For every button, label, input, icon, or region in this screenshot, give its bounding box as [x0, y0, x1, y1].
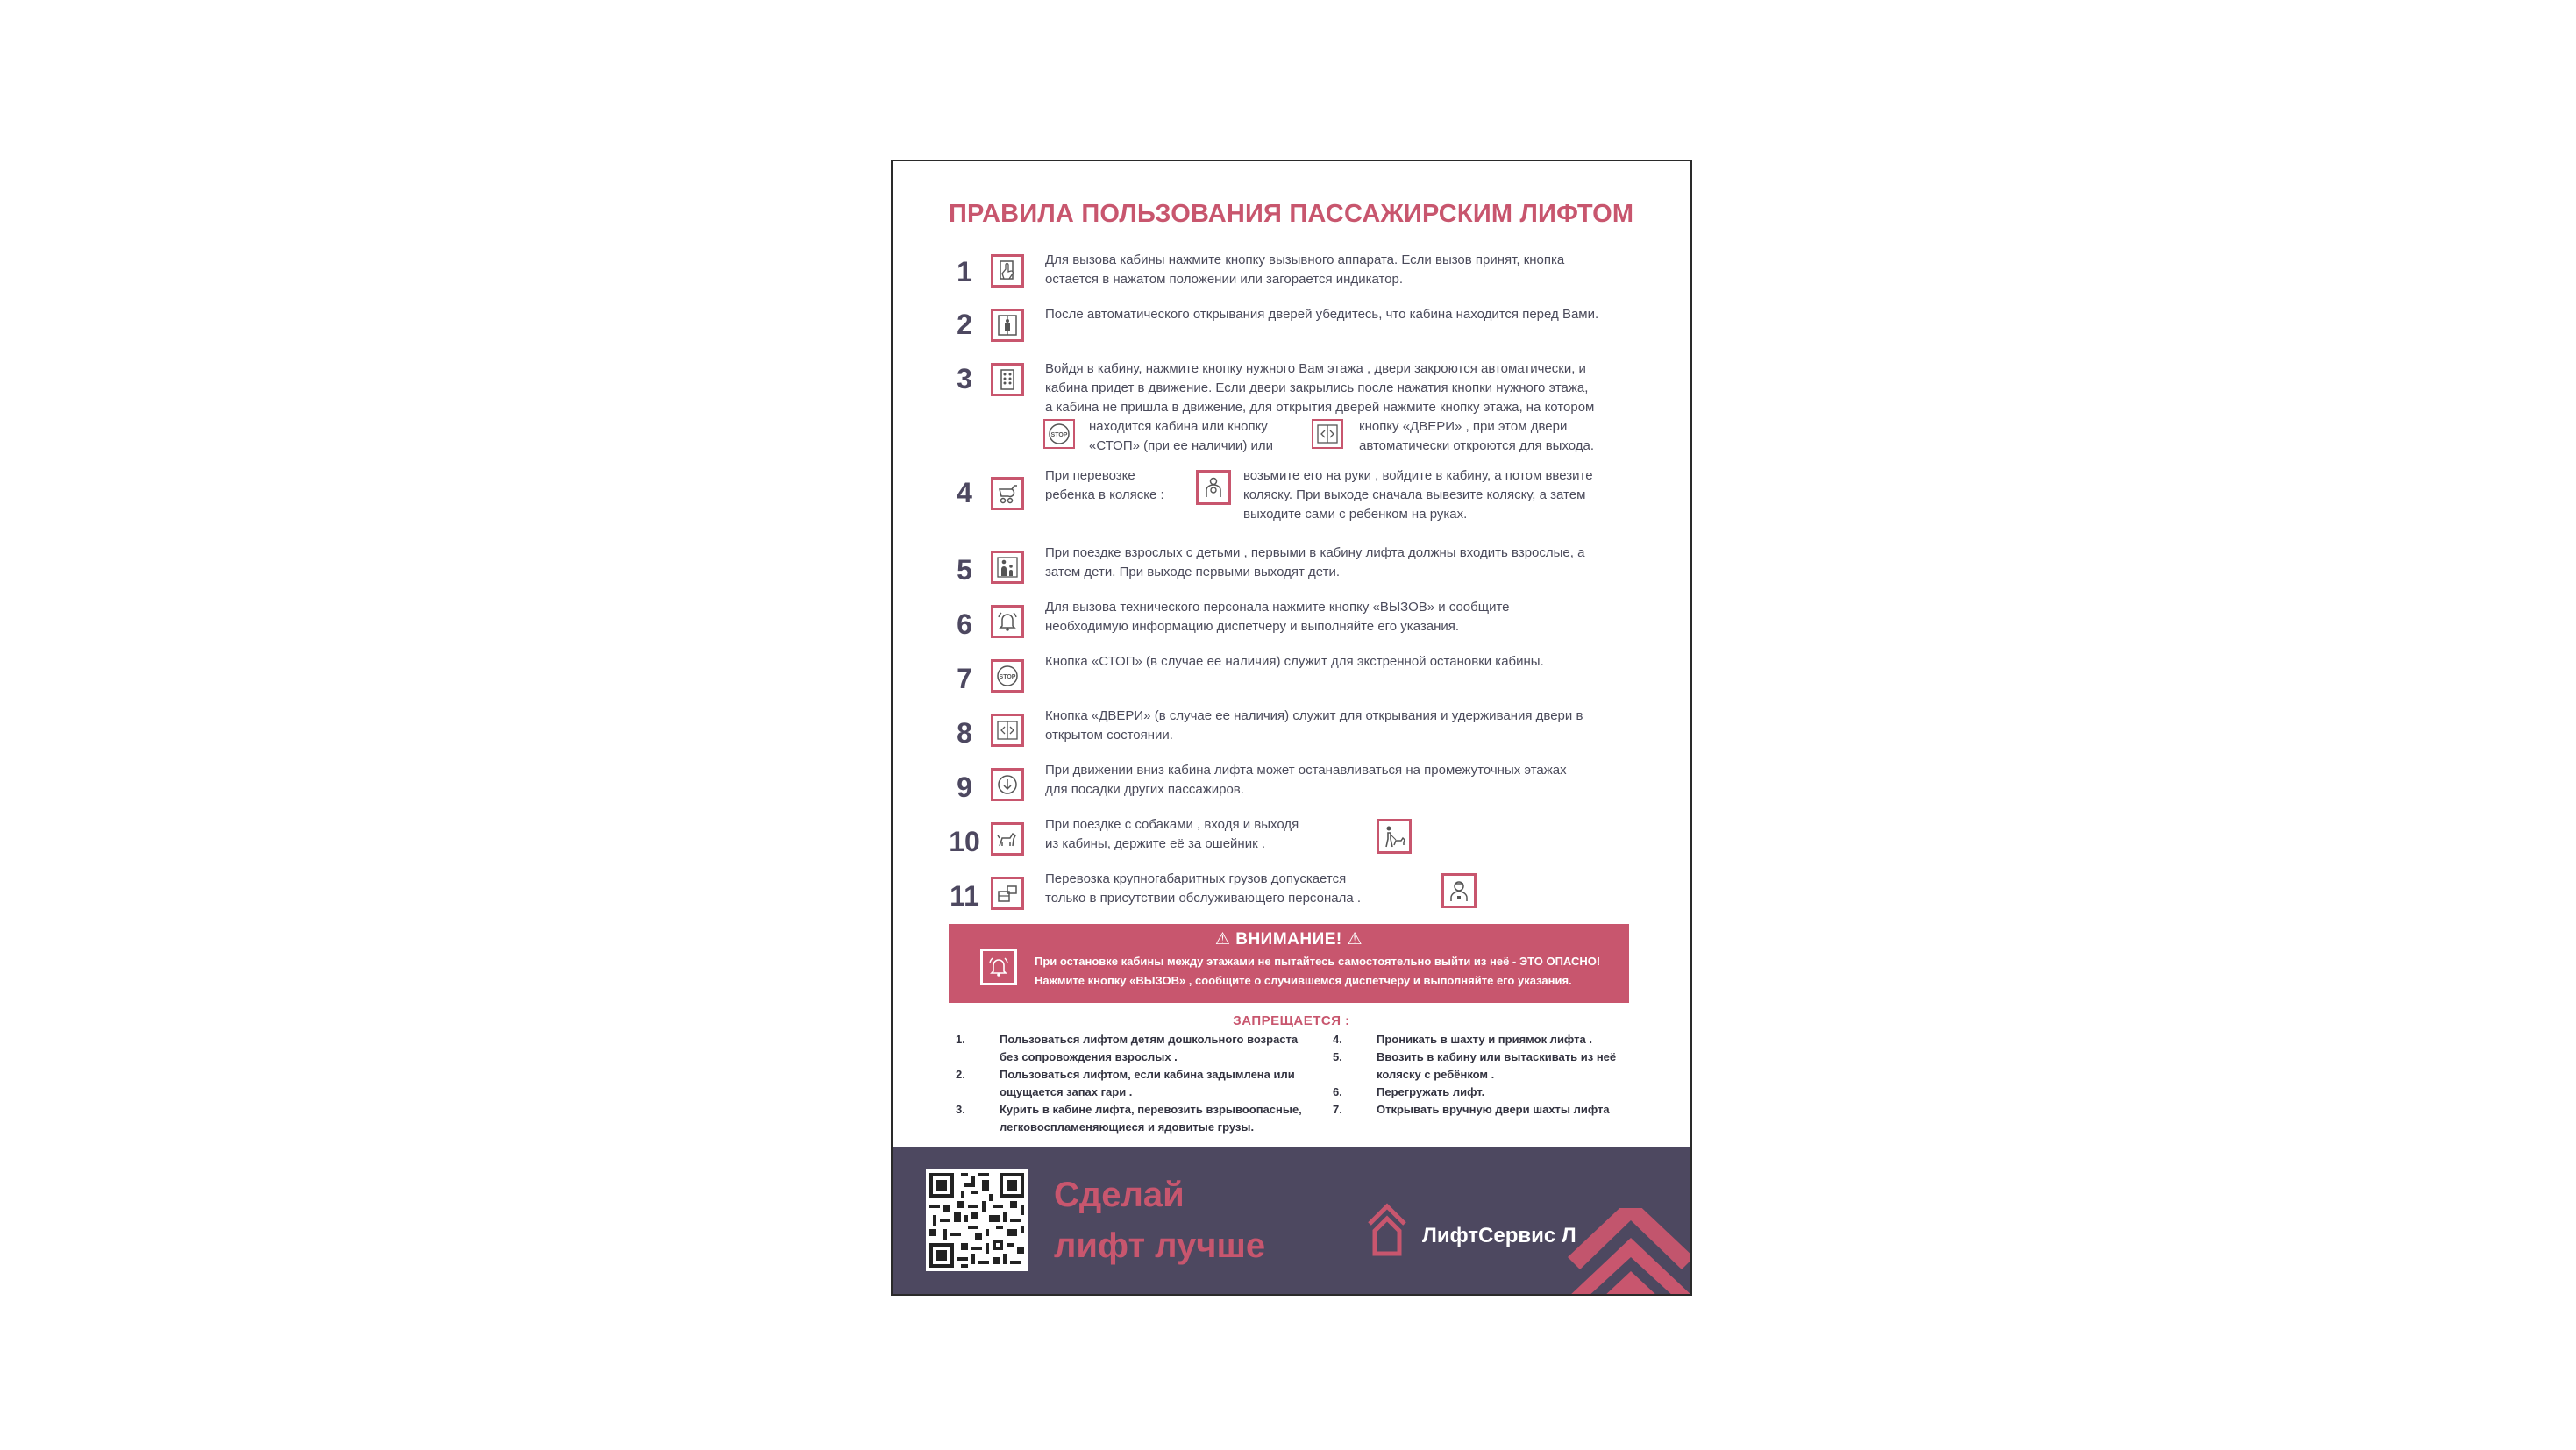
rule-text: Для вызова технического персонала нажмите кнопку «ВЫЗОВ» и сообщите необходимую информацию диспетчеру и выполняйте его указания. — [1045, 600, 1510, 634]
svg-text:STOP: STOP — [1050, 432, 1068, 438]
hand-press-icon — [991, 254, 1024, 288]
warning-triangle-icon: ⚠ — [1214, 930, 1231, 949]
warning-banner — [949, 924, 1629, 1003]
svg-text:STOP: STOP — [999, 674, 1016, 680]
rule-1 — [945, 251, 1647, 293]
baby-in-arms-icon — [1196, 470, 1231, 505]
rule-number: 1 — [957, 256, 972, 288]
rule-2 — [945, 305, 1647, 347]
adult-child-icon — [991, 551, 1024, 584]
rule-number: 9 — [957, 771, 972, 803]
rule-text: При движении вниз кабина лифта может останавливаться на промежуточных этажах для посадки других пассажиров. — [1045, 763, 1567, 797]
rule-6 — [945, 598, 1647, 642]
forbidden-item: 3. Курить в кабине лифта, перевозить взрывоопасные, легковоспламеняющиеся и ядовитые грузы. — [956, 1103, 1302, 1134]
rule-text: Кнопка «СТОП» (в случае ее наличия) служит для экстренной остановки кабины. — [1045, 654, 1544, 669]
qr-code-icon[interactable] — [926, 1169, 1028, 1271]
forbidden-item: 7. Открывать вручную двери шахты лифта — [1333, 1103, 1610, 1116]
rule-text: Войдя в кабину, нажмите кнопку нужного Вам этажа , двери закроются автоматически, и кабина придет в движение. Если двери закрылись после нажатия кнопки нужного этажа, а кабина не пришла в движение, для открытия дверей нажмите кнопку этажа, на котором — [1045, 361, 1595, 415]
rule-number: 5 — [957, 554, 972, 586]
forbidden-list-right — [1333, 1031, 1648, 1119]
rule-doors-text: кнопку «ДВЕРИ» , при этом двери автоматически откроются для выхода. — [1359, 419, 1595, 453]
forbidden-title: ЗАПРЕЩАЕТСЯ : — [1233, 1013, 1350, 1028]
cargo-icon — [991, 877, 1024, 910]
warning-triangle-icon: ⚠ — [1347, 930, 1363, 949]
rule-number: 3 — [957, 363, 972, 394]
warning-title: ⚠ ВНИМАНИЕ! ⚠ — [1214, 930, 1363, 949]
rule-11 — [945, 870, 1647, 913]
forbidden-list-left — [956, 1031, 1306, 1136]
doors-button-icon — [991, 714, 1024, 747]
rule-number: 10 — [949, 826, 980, 857]
elevator-doors-icon — [991, 309, 1024, 342]
rule-9 — [945, 761, 1647, 805]
footer-slogan: Сделай лифт лучше — [1054, 1176, 1266, 1265]
rule-number: 8 — [957, 717, 972, 749]
forbidden-item: 5. Ввозить в кабину или вытаскивать из неё коляску с ребёнком . — [1333, 1050, 1617, 1081]
rule-text: После автоматического открывания дверей убедитесь, что кабина находится перед Вами. — [1045, 307, 1599, 322]
rule-text-right: возьмите его на руки , войдите в кабину, а потом ввезите коляску. При выходе сначала вывезите коляску, а затем выходите сами с ребенком на руках. — [1243, 468, 1593, 522]
bell-icon — [980, 949, 1017, 985]
rule-7 — [945, 652, 1647, 696]
person-with-dog-icon — [1377, 819, 1412, 854]
forbidden-item: 4. Проникать в шахту и приямок лифта . — [1333, 1033, 1592, 1046]
bell-icon — [991, 605, 1024, 638]
poster-title: ПРАВИЛА ПОЛЬЗОВАНИЯ ПАССАЖИРСКИМ ЛИФТОМ — [949, 200, 1634, 228]
rule-number: 2 — [957, 309, 972, 340]
rule-stop-text: находится кабина или кнопку «СТОП» (при ее наличии) или — [1089, 419, 1273, 453]
stop-button-icon — [1043, 419, 1075, 449]
rule-number: 7 — [957, 663, 972, 694]
rule-3 — [945, 359, 1647, 456]
rule-8 — [945, 707, 1647, 750]
footer-band — [893, 1147, 1690, 1296]
rule-number: 4 — [957, 477, 972, 508]
rules-poster — [891, 160, 1692, 1296]
doors-button-icon — [1312, 419, 1343, 449]
button-panel-icon — [991, 363, 1024, 396]
rule-5 — [945, 544, 1647, 587]
corner-chevrons-icon — [1568, 1208, 1692, 1296]
down-arrow-icon — [991, 768, 1024, 801]
house-logo-icon — [1366, 1201, 1408, 1259]
warning-text: При остановке кабины между этажами не пытайтесь самостоятельно выйти из неё - ЭТО ОПАСНО! Нажмите кнопку «ВЫЗОВ» , сообщите о случившемся диспетчеру и выполняйте его указания. — [1035, 955, 1601, 987]
staff-icon — [1441, 873, 1477, 908]
rule-text: При поездке с собаками , входя и выходя из кабины, держите её за ошейник . — [1045, 817, 1299, 851]
rule-4 — [945, 466, 1647, 533]
rule-number: 11 — [950, 880, 979, 912]
rule-text: Для вызова кабины нажмите кнопку вызывного аппарата. Если вызов принят, кнопка остается в нажатом положении или загорается индикатор. — [1045, 252, 1565, 287]
rule-text: При поездке взрослых с детьми , первыми в кабину лифта должны входить взрослые, а затем дети. При выходе первыми выходят дети. — [1045, 545, 1585, 579]
rule-10 — [945, 815, 1647, 859]
stop-button-icon — [991, 659, 1024, 693]
rule-number: 6 — [957, 608, 972, 640]
rule-text: Перевозка крупногабаритных грузов допускается только в присутствии обслуживающего персонала . — [1045, 871, 1361, 906]
dog-icon — [991, 822, 1024, 856]
stroller-icon — [991, 477, 1024, 510]
rule-text: При перевозке ребенка в коляске : — [1045, 468, 1164, 502]
forbidden-item: 1. Пользоваться лифтом детям дошкольного возраста без сопровождения взрослых . — [956, 1033, 1299, 1063]
rule-text: Кнопка «ДВЕРИ» (в случае ее наличия) служит для открывания и удерживания двери в открытом состоянии. — [1045, 708, 1583, 743]
forbidden-item: 2. Пользоваться лифтом, если кабина задымлена или ощущается запах гари . — [956, 1068, 1295, 1098]
brand-name: ЛифтСервис Л — [1422, 1224, 1576, 1247]
forbidden-item: 6. Перегружать лифт. — [1333, 1085, 1485, 1098]
